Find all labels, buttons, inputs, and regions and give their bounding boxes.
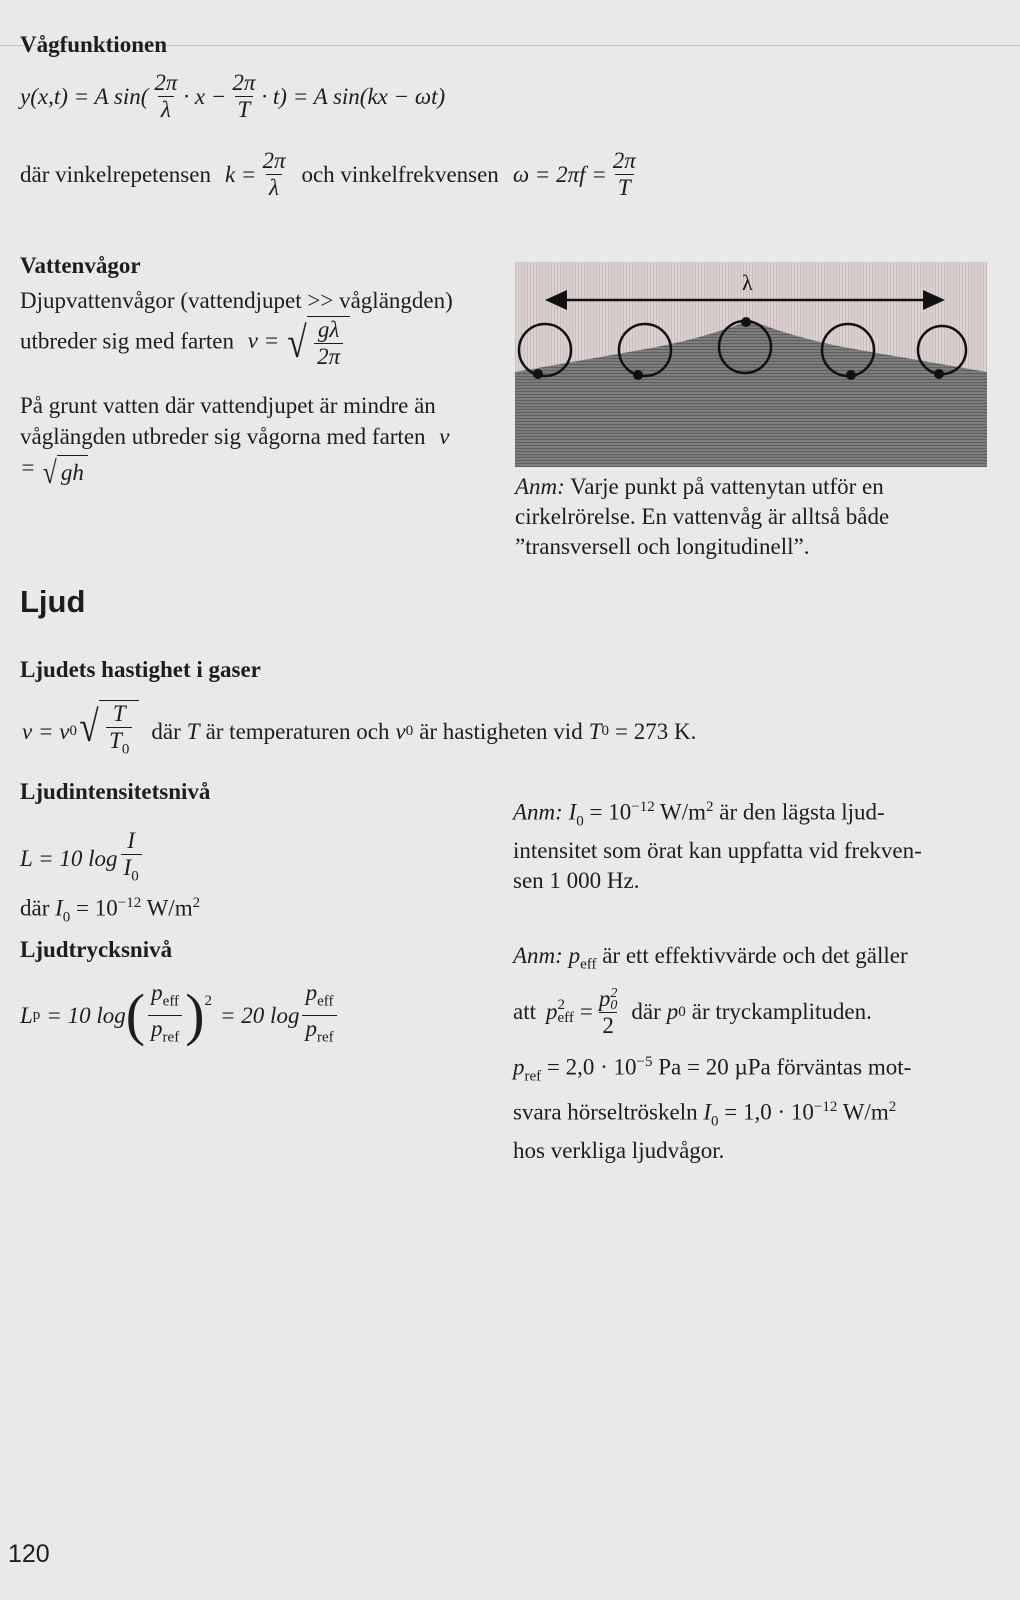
sqrt-gh: √ gh: [41, 455, 88, 489]
water-note-text: Varje punkt på vattenytan utför en cirkelrörelse. En vattenvåg är alltså både ”transversell och longitudinell”.: [515, 474, 890, 559]
section-heading-vagfunktionen: Vågfunktionen: [20, 32, 167, 57]
shallow-water-text: [20, 390, 470, 489]
sqrt-glambda-2pi: √ $\frac{g\lambda}{2\pi}$: [285, 316, 350, 370]
chapter-title-ljud: Ljud: [20, 584, 86, 619]
section-heading-ljudets-hastighet: Ljudets hastighet i gaser: [20, 657, 261, 682]
pressure-note: Anm: $p_{eff}$ är ett effektivvärde och det gäller att p 2 eff = p 2 0 2 där p 0 är tryckamplituden. $p_{ref} = 2,0 \cdot 10^{-5}$ Pa = 20 µPa förväntas mot- svara hörseltröskeln $I_0 = 1,0 \cdot 10^{-12}$ $W/m^2$ hos verkliga ljudvågor.: [513, 943, 912, 1163]
intensity-note: Anm: $I_0 = 10^{-12}$ $W/m^2$ är den lägsta ljud- intensitet som örat kan uppfatta vid frekven- sen 1 000 Hz.: [513, 799, 922, 894]
eq2-text-1: där vinkelrepetensen: [20, 162, 211, 187]
deep-water-text: [20, 285, 480, 370]
water-wave-figure: [515, 262, 987, 467]
deep-water-sentence: Djupvattenvågor (vattendjupet >> våglängden) utbreder sig med farten: [20, 288, 453, 354]
shallow-water-v: v =: [20, 424, 450, 480]
fraction-2pi-T: $\frac{2\pi}{T}$: [232, 70, 256, 122]
pressure-level-equation: L p = 10 log ( $\frac{p_{eff}}{p_{ref}}$ ) $^2$ = 20 log $\frac{p_{eff}}{p_{ref}}$: [20, 980, 340, 1050]
sqrt-T-T0: √ $\frac{T}{T_0}$: [77, 700, 139, 763]
eq1-lhs: y(x,t) = A sin(: [20, 84, 149, 109]
section-heading-ljudtrycksniva: Ljudtrycksnivå: [20, 937, 173, 962]
wave-function-equation: [20, 70, 445, 123]
eq2-text-2: och vinkelfrekvensen: [301, 162, 499, 187]
fraction-k: $\frac{2\pi}{\lambda}$: [262, 148, 286, 200]
eq1-mid: · x −: [183, 84, 227, 109]
eq2-k: k =: [224, 162, 257, 187]
section-heading-vattenvagor: Vattenvågor: [20, 253, 141, 278]
intensity-reference: där $I_0 = 10^{-12}$ $W/m^2$: [20, 895, 201, 926]
wavelength-label: λ: [742, 270, 753, 295]
eq1-rhs: · t) = A sin(kx − ωt): [261, 84, 446, 109]
sound-speed-equation: v = v 0 √ $\frac{T}{T_0}$ där T är temperaturen och v 0 är hastigheten vid T 0 = 273 K.: [22, 700, 696, 763]
fraction-2pi-lambda: $\frac{2\pi}{\lambda}$: [154, 70, 178, 122]
intensity-level-equation: L = 10 log $\frac{I}{I_0}$: [20, 828, 145, 890]
section-heading-ljudintensitetsniva: Ljudintensitetsnivå: [20, 779, 211, 804]
eq2-omega: ω = 2πf =: [512, 162, 607, 187]
water-wave-note: [515, 472, 975, 562]
deep-water-v: v =: [247, 328, 280, 354]
page-number: 120: [8, 1540, 50, 1568]
shallow-water-sentence: På grunt vatten där vattendjupet är mindre än våglängden utbreder sig vågorna med farten: [20, 393, 436, 449]
fraction-omega: $\frac{2\pi}{T}$: [612, 148, 636, 200]
wave-number-definition: [20, 148, 642, 201]
water-note-label: Anm:: [515, 474, 565, 499]
